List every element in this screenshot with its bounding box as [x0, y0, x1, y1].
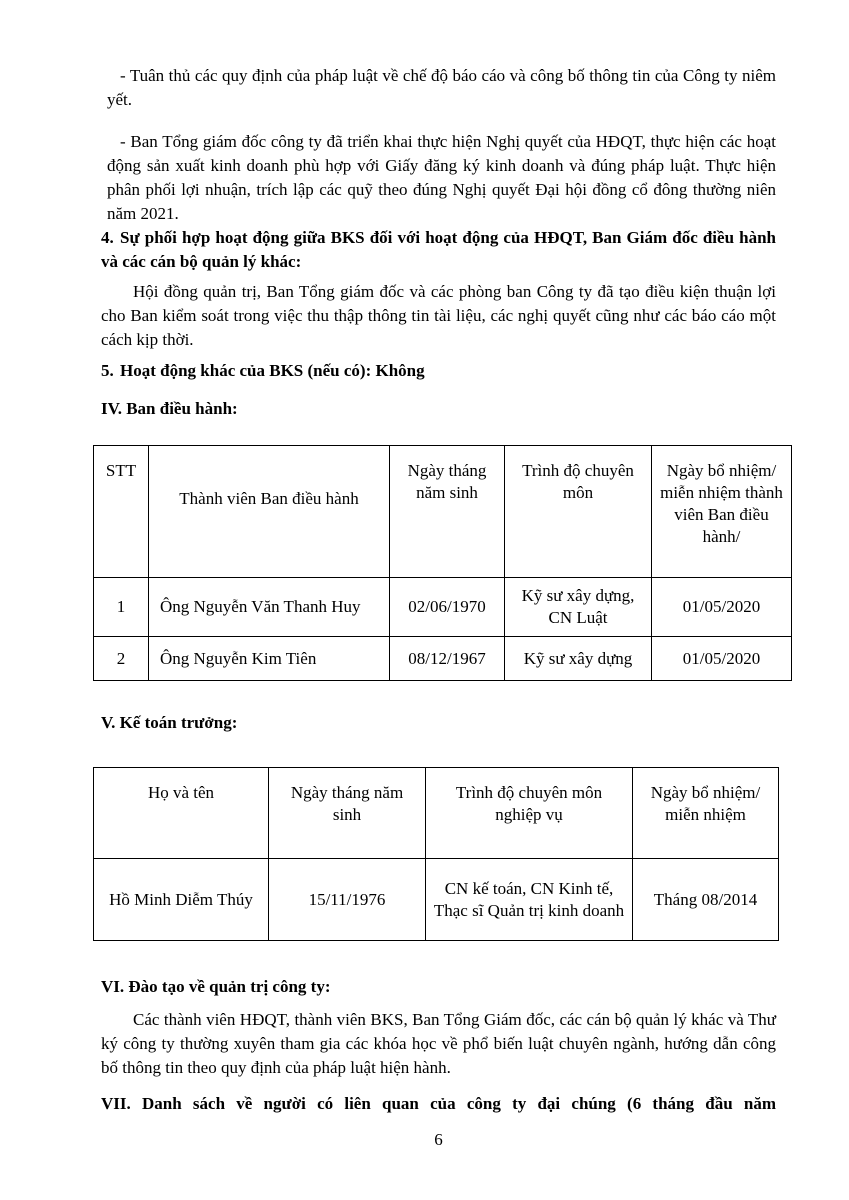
section-4-title: Sự phối hợp hoạt động giữa BKS đối với hoạt động của HĐQT, Ban Giám đốc điều hành và các cán bộ quản lý khác: [101, 228, 776, 271]
cell-qualification: Kỹ sư xây dựng [505, 637, 652, 681]
column-header-birthdate: Ngày tháng năm sinh [390, 446, 505, 578]
table-row [94, 859, 779, 941]
section-4-heading [101, 226, 776, 274]
cell-qualification: CN kế toán, CN Kinh tế, Thạc sĩ Quản trị kinh doanh [426, 859, 633, 941]
chief-accountant-header-row [94, 768, 779, 859]
section-vii-heading: VII. Danh sách về người có liên quan của công ty đại chúng (6 tháng đầu năm [101, 1094, 776, 1113]
paragraph-coordination: Hội đồng quản trị, Ban Tổng giám đốc và các phòng ban Công ty đã tạo điều kiện thuận lợi cho Ban kiểm soát trong việc thu thập thông tin tài liệu, các nghị quyết cũng như các báo cáo một cách kịp thời. [101, 282, 776, 349]
cell-fullname: Hồ Minh Diễm Thúy [94, 859, 269, 941]
cell-appointment: 01/05/2020 [652, 637, 792, 681]
cell-member-name: Ông Nguyễn Văn Thanh Huy [149, 578, 390, 637]
cell-appointment: Tháng 08/2014 [633, 859, 779, 941]
executive-board-header-row [94, 446, 792, 578]
table-row [94, 637, 792, 681]
column-header-appointment: Ngày bổ nhiệm/ miễn nhiệm [633, 768, 779, 859]
section-v-heading: V. Kế toán trưởng: [101, 713, 238, 732]
cell-stt: 2 [94, 637, 149, 681]
table-row [94, 578, 792, 637]
paragraph-board-implementation: - Ban Tổng giám đốc công ty đã triển khai thực hiện Nghị quyết của HĐQT, thực hiện các hoạt động sản xuất kinh doanh phù hợp với Giấy đăng ký kinh doanh và đúng pháp luật. Thực hiện phân phối lợi nhuận, trích lập các quỹ theo đúng Nghị quyết Đại hội đồng cổ đông thường niên năm 2021. [107, 132, 776, 223]
column-header-stt: STT [94, 446, 149, 578]
column-header-qualification: Trình độ chuyên môn nghiệp vụ [426, 768, 633, 859]
executive-board-table [93, 445, 792, 681]
column-header-fullname: Họ và tên [94, 768, 269, 859]
cell-birthdate: 15/11/1976 [269, 859, 426, 941]
section-5-heading [101, 359, 776, 383]
cell-member-name: Ông Nguyễn Kim Tiên [149, 637, 390, 681]
section-iv-heading: IV. Ban điều hành: [101, 399, 238, 418]
column-header-qualification: Trình độ chuyên môn [505, 446, 652, 578]
cell-birthdate: 08/12/1967 [390, 637, 505, 681]
section-5-title: Hoạt động khác của BKS (nếu có): Không [120, 361, 425, 380]
cell-appointment: 01/05/2020 [652, 578, 792, 637]
cell-birthdate: 02/06/1970 [390, 578, 505, 637]
paragraph-compliance: - Tuân thủ các quy định của pháp luật về chế độ báo cáo và công bố thông tin của Công ty niêm yết. [107, 66, 776, 109]
column-header-birthdate: Ngày tháng năm sinh [269, 768, 426, 859]
page-number: 6 [434, 1130, 443, 1149]
section-vi-heading: VI. Đào tạo về quản trị công ty: [101, 977, 331, 996]
column-header-member: Thành viên Ban điều hành [149, 446, 390, 578]
chief-accountant-table [93, 767, 779, 941]
cell-stt: 1 [94, 578, 149, 637]
section-4-number: 4. [101, 228, 114, 247]
section-5-number: 5. [101, 361, 114, 380]
document-content [101, 64, 783, 1152]
cell-qualification: Kỹ sư xây dựng, CN Luật [505, 578, 652, 637]
paragraph-training: Các thành viên HĐQT, thành viên BKS, Ban Tổng Giám đốc, các cán bộ quản lý khác và Thư ký công ty thường xuyên tham gia các khóa học về phổ biến luật chuyên ngành, hướng dẫn công bố thông tin theo quy định của pháp luật hiện hành. [101, 1010, 776, 1077]
column-header-appointment: Ngày bổ nhiệm/ miễn nhiệm thành viên Ban điều hành/ [652, 446, 792, 578]
